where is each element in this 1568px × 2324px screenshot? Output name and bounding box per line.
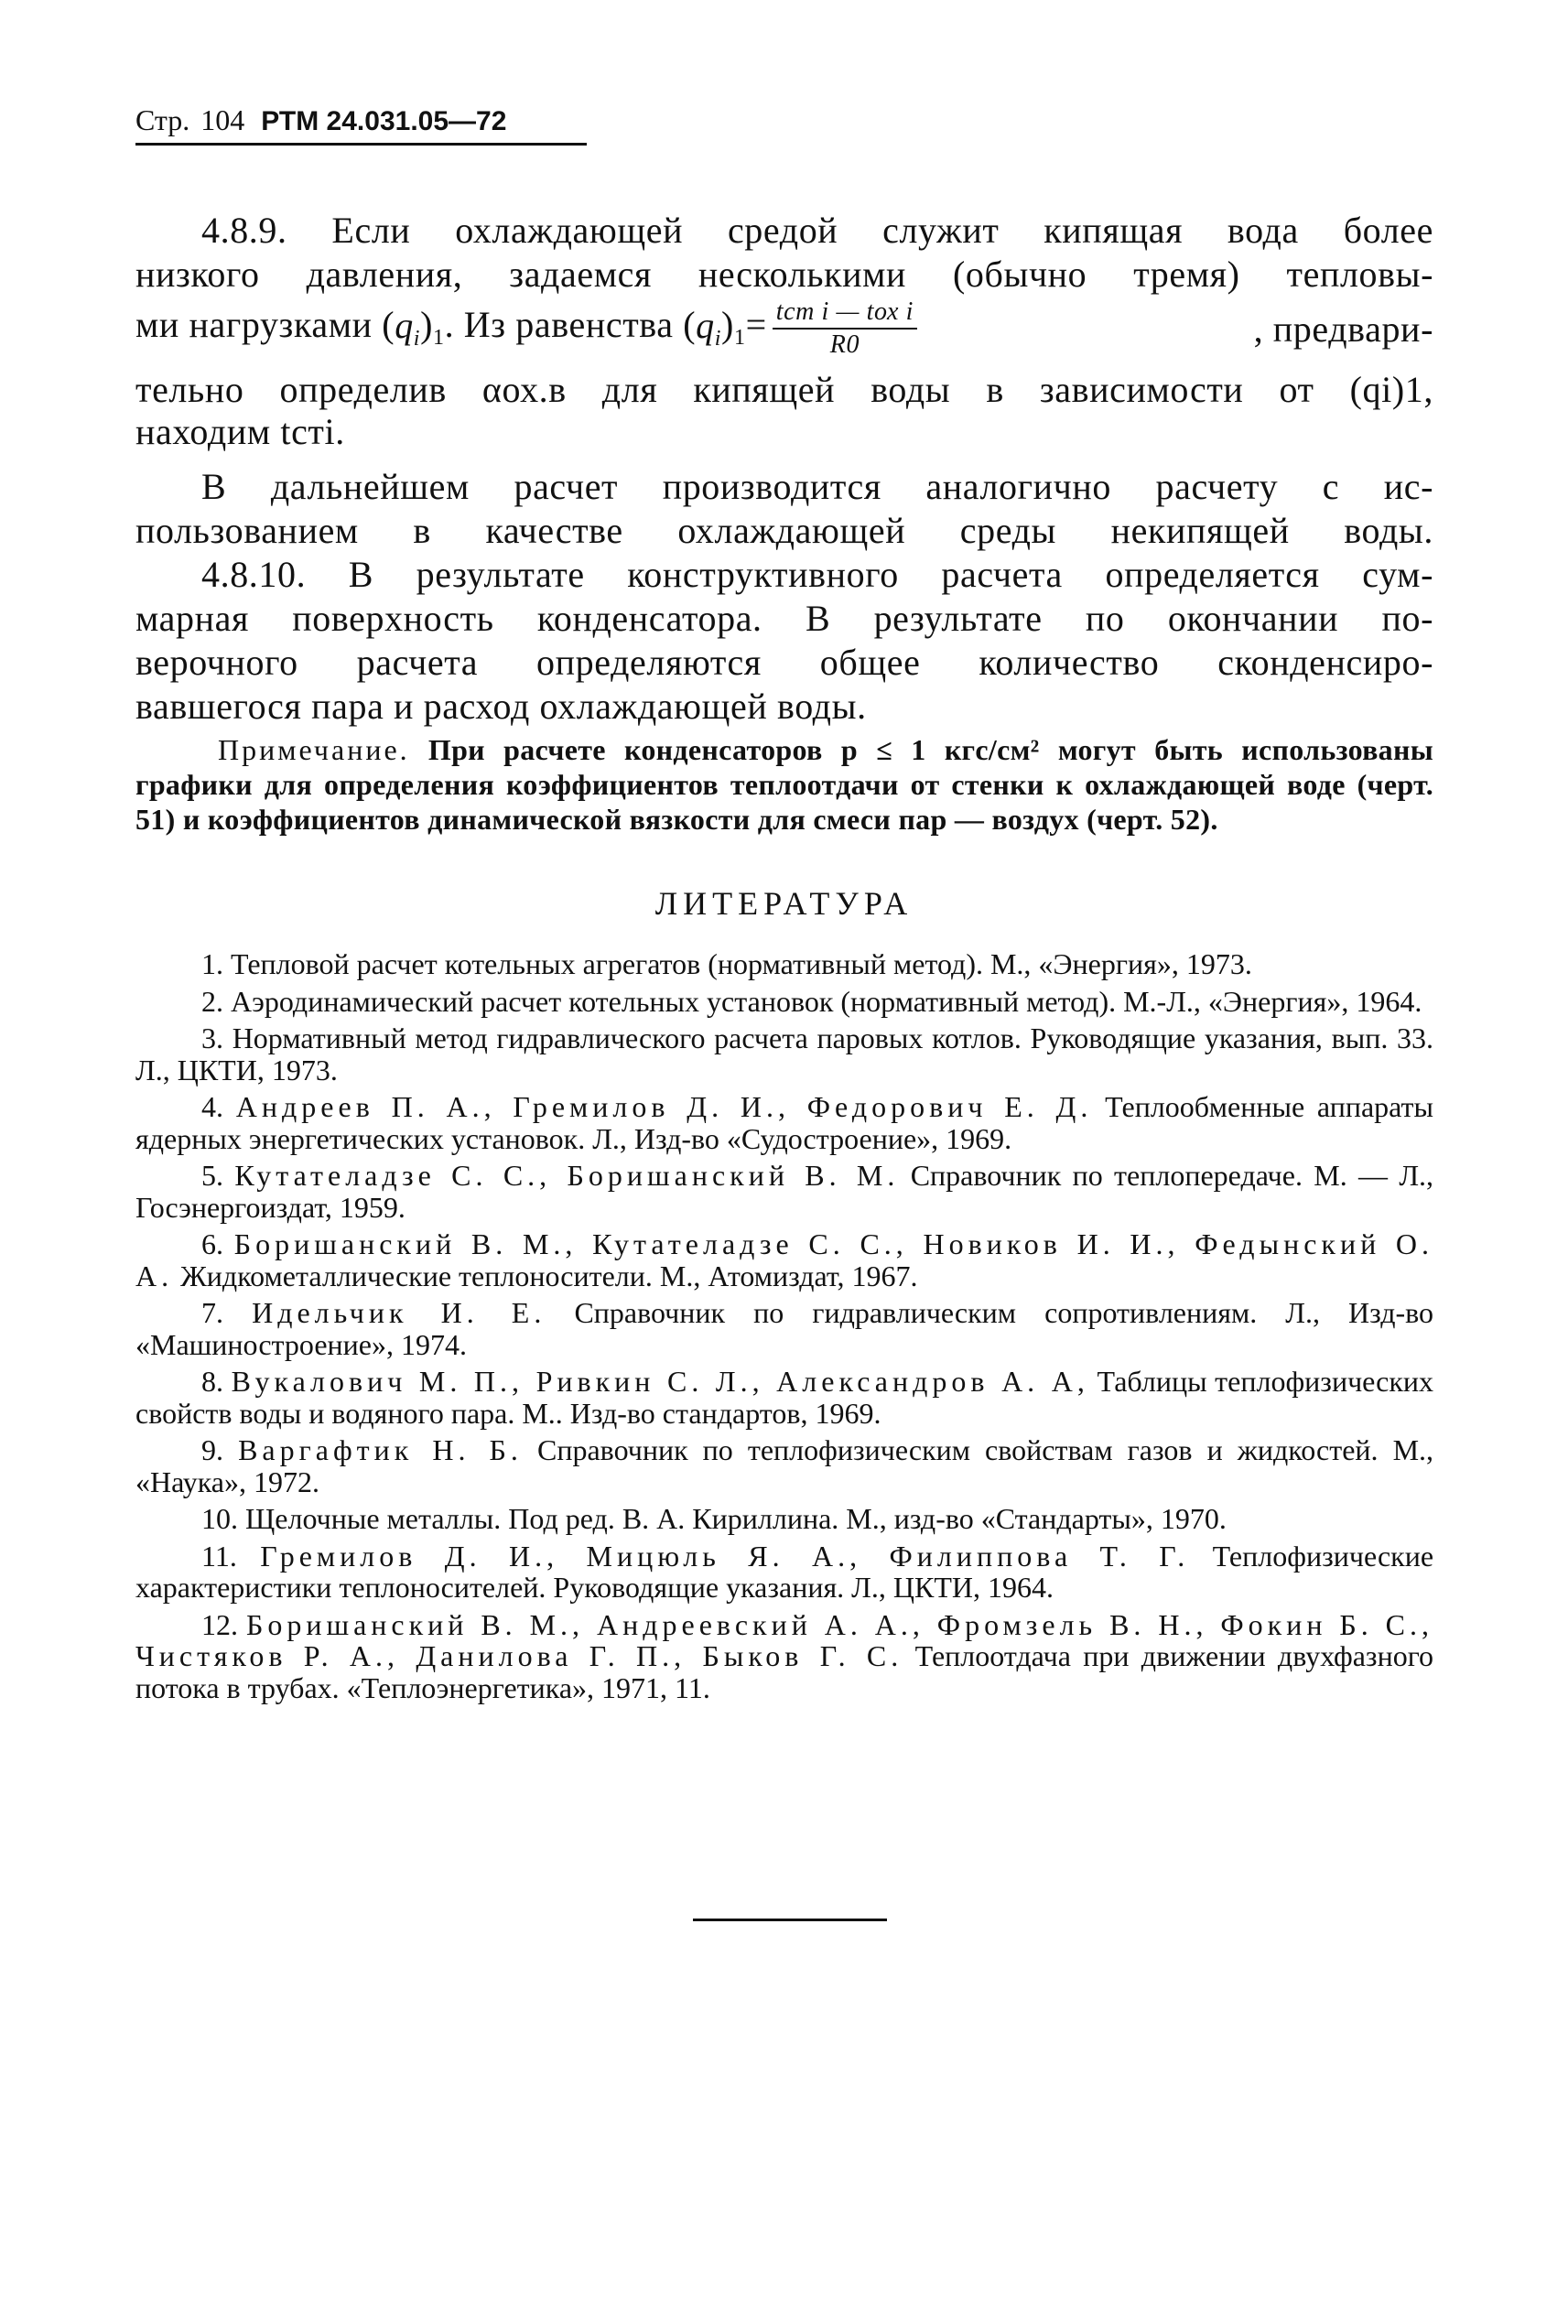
literature-item (135, 1609, 1433, 1704)
literature-item-text: Нормативный метод гидравлического расчета паровых котлов. Руководящие указания, вып. 33. Л., ЦКТИ, 1973. (135, 1021, 1434, 1086)
literature-item-number: 2. (201, 984, 223, 1018)
literature-item-text: Аэродинамический расчет котельных установок (нормативный метод). М.-Л., «Энергия», 1964. (231, 984, 1422, 1018)
paragraph-further-line-1: В дальнейшем расчет производится аналогично расчету с ис- (201, 466, 1433, 507)
literature-item-authors: Идельчик И. Е. (252, 1296, 546, 1329)
literature-item-authors: Вукалович М. П., Ривкин С. Л., Александров А. А, (231, 1365, 1089, 1398)
literature-item-text: Теплообменные аппараты ядерных энергетических установок. Л., Изд-во «Судостроение», 1969. (135, 1090, 1434, 1155)
literature-item-text: Теплофизические характеристики теплоносителей. Руководящие указания. Л., ЦКТИ, 1964. (135, 1539, 1434, 1604)
literature-item-authors: Боришанский В. М., Андреевский А. А., Фромзель В. Н., Фокин Б. С., Чистяков Р. А., Данилова Г. П., Быков Г. С. (135, 1607, 1434, 1672)
literature-item-authors: Боришанский В. М., Кутателадзе С. С., Новиков И. И., Федынский О. А. (135, 1227, 1434, 1292)
section-4-8-9-line-3 (135, 295, 1433, 364)
literature-item (135, 1366, 1433, 1429)
section-4-8-10-line-2: марная поверхность конденсатора. В результате по окончании по- (135, 598, 1433, 639)
literature-item (135, 1503, 1433, 1535)
literature-item-authors: Гремилов Д. И., Мицюль Я. А., Филиппова Т. Г. (260, 1539, 1190, 1573)
literature-item-number: 5. (201, 1159, 223, 1192)
literature-item-number: 9. (201, 1433, 223, 1466)
section-4-8-9-line-2: низкого давления, задаемся несколькими (обычно тремя) тепловы- (135, 254, 1433, 295)
section-4-8-9-line-5: находим tстi. (135, 411, 345, 452)
literature-item (135, 1022, 1433, 1086)
page-label: Стр. (135, 103, 190, 136)
literature-item-text: Справочник по теплофизическим свойствам газов и жидкостей. М., «Наука», 1972. (135, 1433, 1434, 1498)
literature-item-text: Справочник по теплопередаче. М. — Л., Госэнергоиздат, 1959. (135, 1159, 1434, 1224)
note-label: Примечание. (218, 733, 410, 766)
paragraph-further-line-2: пользованием в качестве охлаждающей среды некипящей воды. (135, 510, 1433, 551)
literature-item-number: 3. (201, 1021, 223, 1054)
section-4-8-10-line-3: верочного расчета определяются общее количество сконденсиро- (135, 642, 1433, 683)
note-block (135, 732, 1433, 837)
literature-item (135, 948, 1433, 980)
section-4-8-10-line-1: 4.8.10. В результате конструктивного расчета определяется сум- (201, 554, 1433, 595)
literature-item-text: Справочник по гидравлическим сопротивлениям. Л., Изд-во «Машиностроение», 1974. (135, 1296, 1434, 1361)
formula-denominator: R0 (829, 330, 860, 360)
literature-item-text: Жидкометаллические теплоносители. М., Атомиздат, 1967. (180, 1259, 918, 1292)
formula-numerator: tст i — tох i (773, 298, 917, 330)
literature-item-number: 6. (201, 1227, 223, 1260)
page-header (135, 103, 506, 139)
literature-item-number: 8. (201, 1365, 223, 1398)
literature-item-number: 11. (201, 1539, 237, 1573)
literature-item (135, 1434, 1433, 1497)
literature-item-number: 1. (201, 947, 223, 980)
literature-item (135, 1297, 1433, 1360)
literature-item (135, 1160, 1433, 1223)
literature-item (135, 986, 1433, 1018)
literature-list (135, 948, 1433, 1709)
literature-item-text: Таблицы теплофизических свойств воды и водяного пара. М.. Изд-во стандартов, 1969. (135, 1365, 1434, 1430)
literature-item-text: Тепловой расчет котельных агрегатов (нормативный метод). М., «Энергия», 1973. (231, 947, 1252, 980)
note-text: При расчете конденсаторов p ≤ 1 кгс/см² могут быть использованы графики для определения коэффициентов теплоотдачи от стенки к охлаждающей воде (черт. 51) и коэффициентов динамической вязкости для смеси пар — воздух (черт. 52). (135, 733, 1433, 836)
end-rule (693, 1919, 887, 1921)
literature-item-number: 12. (201, 1607, 238, 1641)
literature-item (135, 1091, 1433, 1154)
literature-item-number: 4. (201, 1090, 223, 1123)
literature-item-authors: Варгафтик Н. Б. (238, 1433, 523, 1466)
section-4-8-9-line-4: тельно определив αох.в для кипящей воды в зависимости от (qi)1, (135, 369, 1433, 410)
literature-item (135, 1228, 1433, 1292)
literature-item-text: Щелочные металлы. Под ред. В. А. Кириллина. М., изд-во «Стандарты», 1970. (245, 1502, 1227, 1535)
document-code: РТМ 24.031.05—72 (261, 106, 507, 136)
literature-item (135, 1540, 1433, 1604)
section-4-8-9-line-1: 4.8.9. Если охлаждающей средой служит кипящая вода более (201, 210, 1433, 251)
header-rule (135, 143, 587, 146)
formula-trailing-text: , предвари- (1253, 308, 1433, 350)
literature-item-number: 10. (201, 1502, 238, 1535)
formula-fraction (773, 298, 917, 359)
formula-lead-text: ми нагрузками $(q_i)_1$. Из равенства $(q_i)_1=$ $\frac{\text{tст i — tох i}}{R0}$ (135, 298, 923, 360)
literature-item-text: Теплоотдача при движении двухфазного потока в трубах. «Теплоэнергетика», 1971, 11. (135, 1639, 1434, 1704)
literature-title: ЛИТЕРАТУРА (654, 885, 914, 922)
literature-item-number: 7. (201, 1296, 223, 1329)
literature-item-authors: Андреев П. А., Гремилов Д. И., Федорович Е. Д. (235, 1090, 1093, 1123)
section-4-8-10-line-4: вавшегося пара и расход охлаждающей воды. (135, 686, 867, 727)
page-number: 104 (200, 103, 245, 136)
literature-item-authors: Кутателадзе С. С., Боришанский В. М. (234, 1159, 900, 1192)
